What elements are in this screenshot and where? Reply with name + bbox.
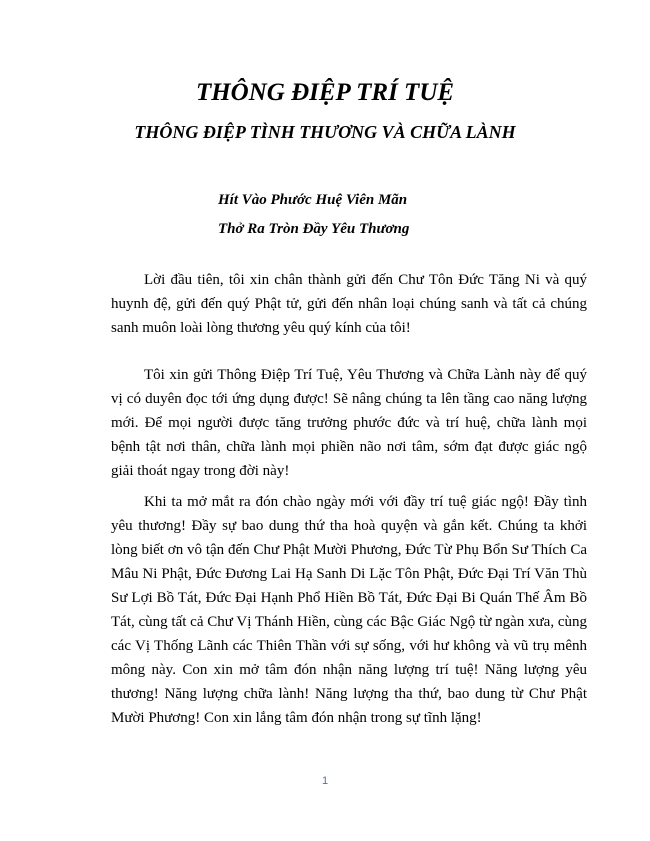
motto-line-1: Hít Vào Phước Huệ Viên Mãn xyxy=(218,192,408,208)
paragraph-2: Tôi xin gửi Thông Điệp Trí Tuệ, Yêu Thương và Chữa Lành này để quý vị có duyên đọc tới ứng dụng được! Sẽ nâng chúng ta lên tầng cao năng lượng mới. Để mọi người được tăng trưởng phước đức và trí huệ, chữa lành mọi bệnh tật nơi thân, chữa lành mọi phiền não nơi tâm, sớm đạt được giác ngộ giải thoát ngay trong đời này! xyxy=(111,367,587,479)
page-number: 1 xyxy=(321,775,329,787)
document-title: THÔNG ĐIỆP TRÍ TUỆ xyxy=(195,79,455,106)
paragraph-3: Khi ta mở mắt ra đón chào ngày mới với đầy trí tuệ giác ngộ! Đầy tình yêu thương! Đầy sự bao dung thứ tha hoà quyện và gắn kết. Chúng ta khởi lòng biết ơn vô tận đến Chư Phật Mười Phương, Đức Từ Phụ Bổn Sư Thích Ca Mâu Ni Phật, Đức Đương Lai Hạ Sanh Di Lặc Tôn Phật, Đức Đại Trí Văn Thù Sư Lợi Bồ Tát, Đức Đại Hạnh Phổ Hiền Bồ Tát, Đức Đại Bi Quán Thế Âm Bồ Tát, cùng tất cả Chư Vị Thánh Hiền, cùng các Bậc Giác Ngộ từ ngàn xưa, cùng các Vị Thống Lãnh các Thiên Thần với sự sống, với hư không và vũ trụ mênh mông này. Con xin mở tâm đón nhận năng lượng trí tuệ! Năng lượng yêu thương! Năng lượng chữa lành! Năng lượng tha thứ, bao dung từ Chư Phật Mười Phương! Con xin lắng tâm đón nhận trong sự tĩnh lặng! xyxy=(111,494,587,726)
motto-line-2: Thở Ra Tròn Đầy Yêu Thương xyxy=(218,221,410,237)
document-subtitle: THÔNG ĐIỆP TÌNH THƯƠNG VÀ CHỮA LÀNH xyxy=(134,122,516,142)
paragraph-1: Lời đầu tiên, tôi xin chân thành gửi đến Chư Tôn Đức Tăng Ni và quý huynh đệ, gửi đến quý Phật tử, gửi đến nhân loại chúng sanh và tất cả chúng sanh muôn loài lòng thương yêu quý kính của tôi! xyxy=(111,272,587,336)
